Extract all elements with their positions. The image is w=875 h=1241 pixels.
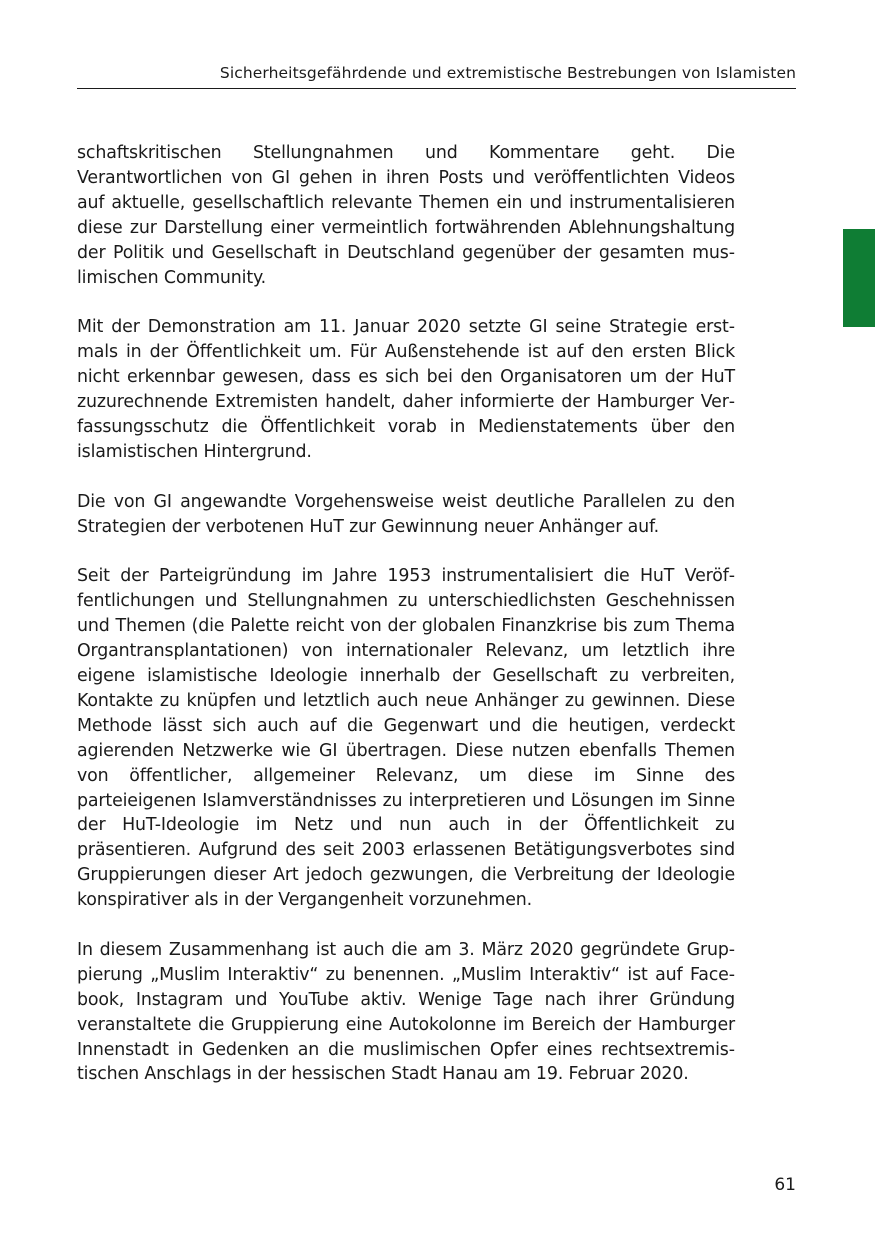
paragraph-1: schaftskritischen Stellungnahmen und Kommentare geht. Die Verantwortlichen von GI gehen in ihren Posts und veröffentlichten Videos auf aktuelle, gesellschaftlich relevante Themen ein und instrumentalisieren diese zur Darstellung einer vermeintlich fortwährenden Ablehnungshaltung der Politik und Gesellschaft in Deutschland gegenüber der gesamten muslimischen Community. [77, 143, 735, 288]
running-header-title: Sicherheitsgefährdende und extremistische Bestrebungen von Islamisten [219, 64, 796, 82]
paragraph-2: Mit der Demonstration am 11. Januar 2020 setzte GI seine Strategie erstmals in der Öffentlichkeit um. Für Außenstehende ist auf den ersten Blick nicht erkennbar gewesen, dass es sich bei den Organisatoren um der HuT zuzurechnende Extremisten handelt, daher informierte der Hamburger Verfassungsschutz die Öffentlichkeit vorab in Medienstatements über den islamistischen Hintergrund. [77, 317, 735, 462]
paragraph-3: Die von GI angewandte Vorgehensweise weist deutliche Parallelen zu den Strategien der verbotenen HuT zur Gewinnung neuer Anhänger auf. [77, 491, 735, 537]
body-text [77, 141, 735, 1112]
chapter-side-tab [843, 229, 875, 327]
paragraph-4: Seit der Parteigründung im Jahre 1953 instrumentalisiert die HuT Veröffentlichungen und Stellungnahmen zu unterschiedlichsten Geschehnissen und Themen (die Palette reicht von der globalen Finanzkrise bis zum Thema Organtransplantationen) von internationaler Relevanz, um letztlich ihre eigene islamistische Ideologie innerhalb der Gesellschaft zu verbreiten, Kontakte zu knüpfen und letztlich auch neue Anhänger zu gewinnen. Diese Methode lässt sich auch auf die Gegenwart und die heutigen, verdeckt agierenden Netzwerke wie GI übertragen. Diese nutzen ebenfalls Themen von öffentlicher, allgemeiner Relevanz, um diese im Sinne des parteieigenen Islamverständnisses zu interpretieren und Lösungen im Sinne der HuT-Ideologie im Netz und nun auch in der Öffentlichkeit zu präsentieren. Aufgrund des seit 2003 erlassenen Betätigungsverbotes sind Gruppierungen dieser Art jedoch gezwungen, die Verbreitung der Ideologie konspirativer als in der Vergangenheit vorzunehmen. [77, 566, 735, 911]
paragraph-5: In diesem Zusammenhang ist auch die am 3. März 2020 gegründete Gruppierung „Muslim Interaktiv“ zu benennen. „Muslim Interaktiv“ ist auf Facebook, Instagram und YouTube aktiv. Wenige Tage nach ihrer Gründung veranstaltete die Gruppierung eine Autokolonne im Bereich der Hamburger Innenstadt in Gedenken an die muslimischen Opfer eines rechtsextremistischen Anschlags in der hessischen Stadt Hanau am 19. Februar 2020. [77, 939, 735, 1085]
page-number: 61 [774, 1175, 796, 1195]
running-header [77, 60, 796, 89]
